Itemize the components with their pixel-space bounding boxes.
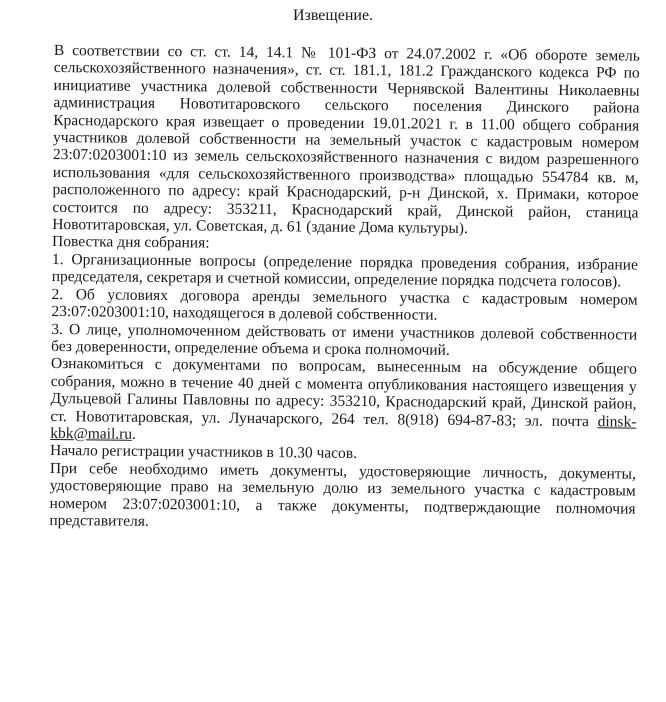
documents-paragraph — [50, 355, 637, 448]
document-title: Извещение. — [292, 7, 374, 24]
email-suffix: . — [132, 425, 137, 443]
intro-paragraph: В соответствии со ст. ст. 14, 14.1 № 101-ФЗ от 24.07.2002 г. «Об обороте земель сельскохозяйственного назначения», ст. ст. 181.1, 181.2 Гражданского кодекса РФ по инициативе участника долевой собственности Чернявской Валентины Николаевны администрация Новотитаровского сельского поселения Динского района Краснодарского края извещает о проведении 19.01.2021 г. в 11.00 общего собрания участников долевой собственности на земельный участок с кадастровым номером 23:07:0203001:10 из земель сельскохозяйственного назначения с видом разрешенного использования «для сельскохозяйственного производства» площадью 554784 кв. м, расположенного по адресу: край Краснодарский, р-н Динской, х. Примаки, которое состоится по адресу: 353211, Краснодарский край, Динской район, станица Новотитаровская, ул. Советская, д. 61 (здание Дома культуры). — [52, 42, 640, 238]
requirements-paragraph: При себе необходимо иметь документы, удостоверяющие личность, документы, удостоверяющие право на земельную долю из земельного участка с кадастровым номером 23:07:0203001:10, а также документы, подтверждающие полномочия представителя. — [49, 459, 636, 530]
agenda-item-1: 1. Организационные вопросы (определение порядка проведения собрания, избрание председателя, секретаря и счетной комиссии, определение порядка подсчета голосов). — [51, 250, 638, 291]
document-body — [49, 42, 640, 535]
registration-paragraph: Начало регистрации участников в 10.30 часов. — [49, 442, 358, 463]
agenda-item-2: 2. Об условиях договора аренды земельного участка с кадастровым номером 23:07:0203001:10, находящегося в долевой собственности. — [51, 285, 638, 324]
agenda-item-3: 3. О лице, уполномоченном действовать от имени участников долевой собственности без доверенности, определение объема и срока полномочий. — [50, 320, 638, 359]
email-link[interactable]: dinsk-kbk@mail.ru — [50, 412, 637, 443]
agenda-heading: Повестка дня собрания: — [51, 233, 210, 252]
documents-text: Ознакомиться с документами по вопросам, вынесенным на обсуждение общего собрания, можно в течение 40 дней с момента опубликования настоящего извещения у Дульцевой Галины Павловны по адресу: 353210, Краснодарский край, Динской район, ст. Новотитаровская, ул. Луначарского, 264 тел. 8(918) 694-87-83; эл. почта — [50, 355, 637, 430]
